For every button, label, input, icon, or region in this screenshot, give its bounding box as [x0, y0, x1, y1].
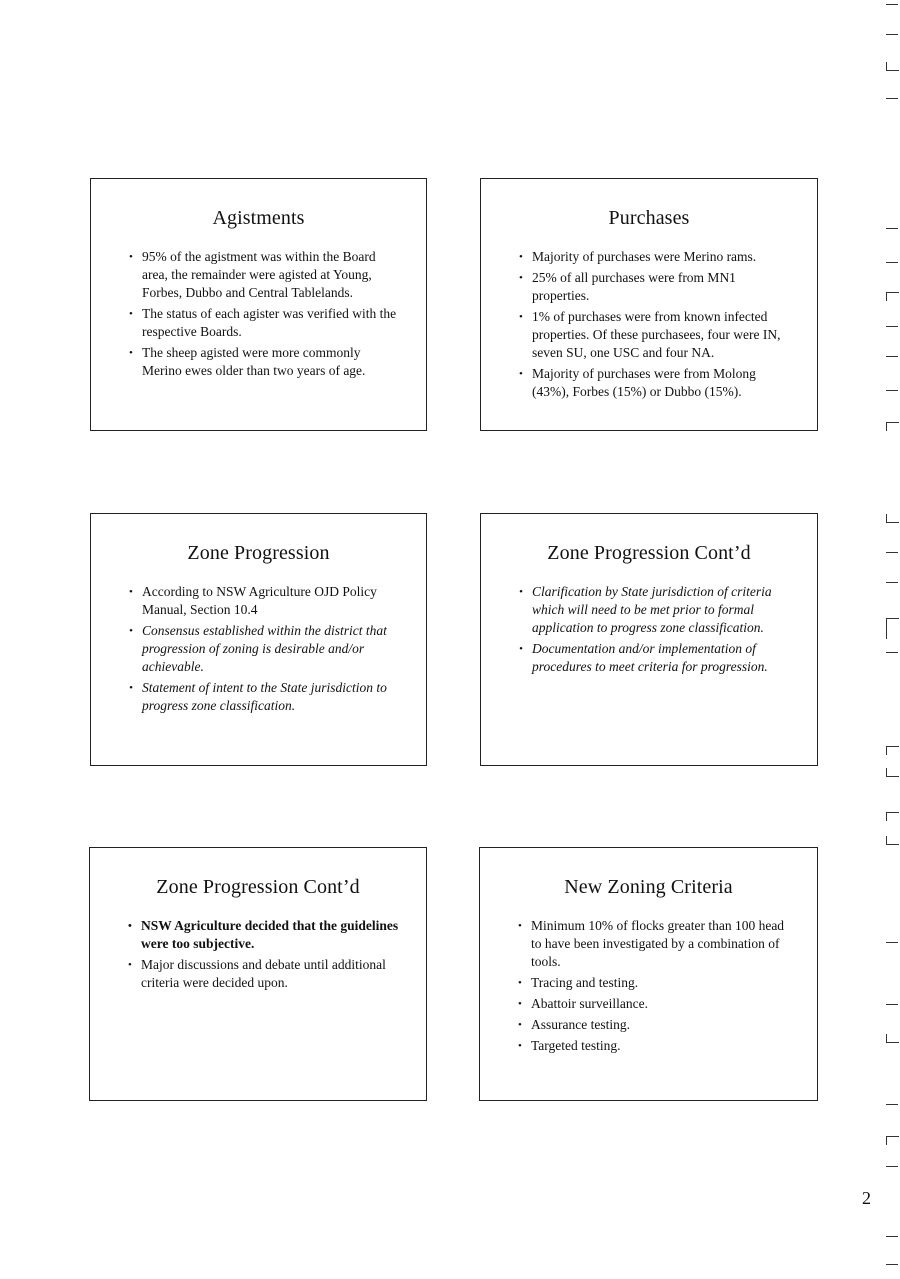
scan-mark	[886, 812, 899, 821]
scan-mark	[886, 1236, 898, 1245]
slide-title: Zone Progression Cont’d	[547, 542, 751, 564]
scan-mark	[886, 4, 898, 13]
slide-zone-progression	[90, 513, 427, 766]
scan-mark	[886, 942, 898, 951]
slide-title: Purchases	[608, 207, 690, 229]
bullet-item: • According to NSW Agriculture OJD Policy Manual, Section 10.4	[129, 583, 400, 619]
scan-mark	[886, 34, 898, 43]
scan-mark	[886, 390, 898, 399]
scan-mark	[886, 582, 898, 591]
bullet-item: • Targeted testing.	[518, 1037, 791, 1055]
bullet-item: • The sheep agisted were more commonly Merino ewes older than two years of age.	[129, 344, 400, 380]
bullet-list	[507, 583, 791, 676]
bullet-list	[117, 583, 400, 715]
bullet-item: • Tracing and testing.	[518, 974, 791, 992]
scan-mark	[886, 98, 898, 107]
scan-mark	[886, 1034, 899, 1043]
bullet-item: • 25% of all purchases were from MN1 properties.	[519, 269, 791, 305]
scan-mark	[886, 836, 899, 845]
scan-mark	[886, 356, 898, 365]
scan-mark	[886, 652, 898, 661]
scan-mark	[886, 618, 899, 639]
bullet-item: • The status of each agister was verified with the respective Boards.	[129, 305, 400, 341]
bullet-list	[117, 248, 400, 380]
slide-title: Agistments	[212, 207, 305, 229]
slide-title: New Zoning Criteria	[564, 876, 733, 898]
bullet-item: • Major discussions and debate until additional criteria were decided upon.	[128, 956, 400, 992]
scan-mark	[886, 1264, 898, 1273]
scan-mark	[886, 422, 899, 431]
scan-mark	[886, 326, 898, 335]
page-number: 2	[862, 1188, 871, 1208]
bullet-item: • Statement of intent to the State jurisdiction to progress zone classification.	[129, 679, 400, 715]
bullet-item: • 95% of the agistment was within the Board area, the remainder were agisted at Young, Forbes, Dubbo and Central Tablelands.	[129, 248, 400, 302]
slide-title: Zone Progression Cont’d	[156, 876, 360, 898]
bullet-item: • Abattoir surveillance.	[518, 995, 791, 1013]
bullet-item: • Documentation and/or implementation of procedures to meet criteria for progression.	[519, 640, 791, 676]
bullet-item: • Majority of purchases were Merino rams.	[519, 248, 791, 266]
scan-mark	[886, 228, 898, 237]
scan-mark	[886, 1166, 898, 1175]
scan-mark	[886, 514, 899, 523]
scan-mark	[886, 1004, 898, 1013]
bullet-item: • 1% of purchases were from known infected properties. Of these purchasees, four were IN, seven SU, one USC and four NA.	[519, 308, 791, 362]
slide-purchases	[480, 178, 818, 431]
scan-mark	[886, 552, 898, 561]
slide-zone-progression-contd-2	[89, 847, 427, 1101]
slide-agistments	[90, 178, 427, 431]
slide-zone-progression-contd	[480, 513, 818, 766]
scan-mark	[886, 292, 899, 301]
bullet-item: • Assurance testing.	[518, 1016, 791, 1034]
bullet-item: • Clarification by State jurisdiction of criteria which will need to be met prior to formal application to progress zone classification.	[519, 583, 791, 637]
bullet-list	[506, 917, 791, 1055]
bullet-item: • NSW Agriculture decided that the guidelines were too subjective.	[128, 917, 400, 953]
scan-mark	[886, 62, 899, 71]
bullet-item: • Majority of purchases were from Molong (43%), Forbes (15%) or Dubbo (15%).	[519, 365, 791, 401]
bullet-list	[116, 917, 400, 992]
bullet-item: • Minimum 10% of flocks greater than 100 head to have been investigated by a combination of tools.	[518, 917, 791, 971]
scan-mark	[886, 768, 899, 777]
scan-mark	[886, 1104, 898, 1113]
bullet-item: • Consensus established within the district that progression of zoning is desirable and/or achievable.	[129, 622, 400, 676]
slide-new-zoning-criteria	[479, 847, 818, 1101]
scan-mark	[886, 1136, 899, 1145]
scan-mark	[886, 262, 898, 271]
scan-mark	[886, 746, 899, 755]
bullet-list	[507, 248, 791, 401]
slide-title: Zone Progression	[187, 542, 330, 564]
